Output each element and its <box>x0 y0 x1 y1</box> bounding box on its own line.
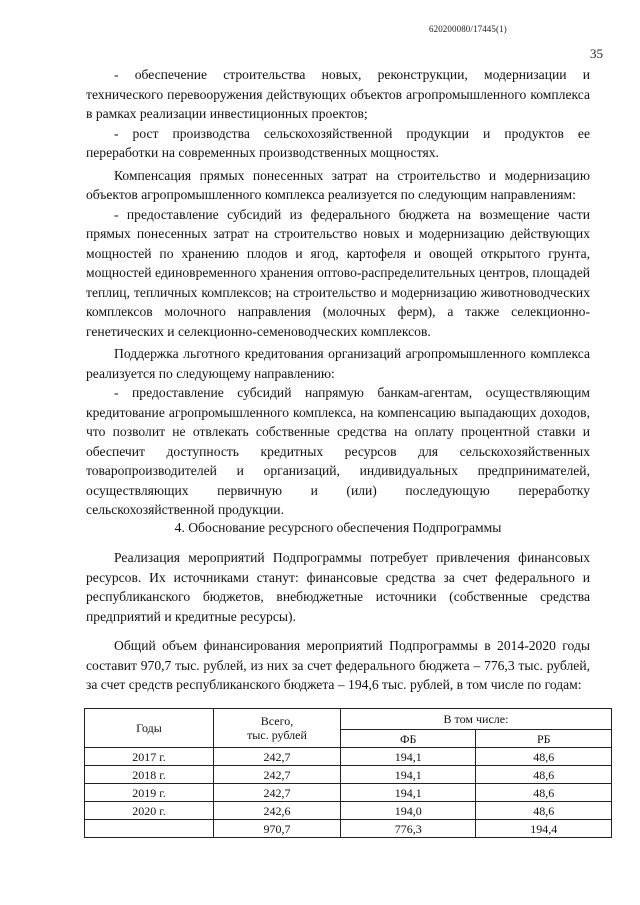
cell-fb: 194,0 <box>341 802 476 820</box>
paragraph: Компенсация прямых понесенных затрат на строительство и модернизацию объектов агропромышленного комплекса реализуется по следующим направлениям: <box>86 167 590 202</box>
table-row-total <box>85 820 612 838</box>
cell-total: 242,7 <box>214 766 341 784</box>
body-text-2 <box>86 548 590 695</box>
paragraph: - предоставление субсидий из федерального бюджета на возмещение части прямых понесенных затрат на строительство новых и модернизацию действующих мощностей по хранению плодов и ягод, картофеля и овощей открытого грунта, мощностей единовременного хранения оптово-распределительных центров, площадей теплиц, тепличных комплексов; на строительство и модернизацию животноводческих комплексов молочного направления (молочных ферм), а также селекционно-генетических и селекционно-семеноводческих комплексов. <box>86 206 590 339</box>
header-years: Годы <box>85 709 214 748</box>
paragraph: Реализация мероприятий Подпрограммы потребует привлечения финансовых ресурсов. Их источниками станут: финансовые средства за счет федерального и республиканского бюджетов, внебюджетные источники (собственные средства предприятий и кредитные ресурсы). <box>86 550 590 624</box>
header-total <box>214 709 341 748</box>
cell-rb: 48,6 <box>476 784 612 802</box>
paragraph: - обеспечение строительства новых, реконструкции, модернизации и технического перевооружения действующих объектов агропромышленного комплекса в рамках реализации инвестиционных проектов; <box>86 67 590 121</box>
header-fb: ФБ <box>341 730 476 748</box>
cell-fb: 194,1 <box>341 748 476 766</box>
table-row <box>85 766 612 784</box>
cell-rb: 48,6 <box>476 802 612 820</box>
body-text <box>86 65 590 520</box>
cell-year <box>85 820 214 838</box>
cell-year: 2017 г. <box>85 748 214 766</box>
cell-total: 242,7 <box>214 748 341 766</box>
paragraph: - рост производства сельскохозяйственной продукции и продуктов ее переработки на современных производственных мощностях. <box>86 125 590 160</box>
cell-rb: 194,4 <box>476 820 612 838</box>
table-row <box>85 802 612 820</box>
cell-total: 242,7 <box>214 784 341 802</box>
paragraph: Поддержка льготного кредитования организаций агропромышленного комплекса реализуется по следующему направлению: <box>86 346 590 381</box>
table-row <box>85 748 612 766</box>
document-id: 620200080/17445(1) <box>429 24 507 34</box>
cell-rb: 48,6 <box>476 766 612 784</box>
cell-fb: 194,1 <box>341 784 476 802</box>
cell-year: 2020 г. <box>85 802 214 820</box>
cell-fb: 194,1 <box>341 766 476 784</box>
header-total-line2: тыс. рублей <box>247 728 307 742</box>
cell-rb: 48,6 <box>476 748 612 766</box>
cell-year: 2018 г. <box>85 766 214 784</box>
header-rb: РБ <box>476 730 612 748</box>
cell-year: 2019 г. <box>85 784 214 802</box>
section-heading: 4. Обоснование ресурсного обеспечения Подпрограммы <box>174 520 502 535</box>
paragraph: Общий объем финансирования мероприятий Подпрограммы в 2014-2020 годы составит 970,7 тыс. рублей, из них за счет федерального бюджета – 776,3 тыс. рублей, за счет средств республиканского бюджета – 194,6 тыс. рублей, в том числе по годам: <box>86 638 590 692</box>
page-number: 35 <box>590 46 603 61</box>
cell-total: 242,6 <box>214 802 341 820</box>
cell-fb: 776,3 <box>341 820 476 838</box>
header-total-line1: Всего, <box>260 714 294 728</box>
financing-table <box>84 708 612 838</box>
paragraph: - предоставление субсидий напрямую банкам-агентам, осуществляющим кредитование агропромышленного комплекса, на компенсацию выпадающих доходов, что позволит не отвлекать собственные средства на оплату процентной ставки и обеспечит доступность кредитных ресурсов для сельскохозяйственных товаропроизводителей и организаций, индивидуальных предпринимателей, осуществляющих первичную и (или) последующую переработку сельскохозяйственной продукции. <box>86 385 590 517</box>
table-row <box>85 784 612 802</box>
cell-total: 970,7 <box>214 820 341 838</box>
header-including: В том числе: <box>341 709 612 730</box>
